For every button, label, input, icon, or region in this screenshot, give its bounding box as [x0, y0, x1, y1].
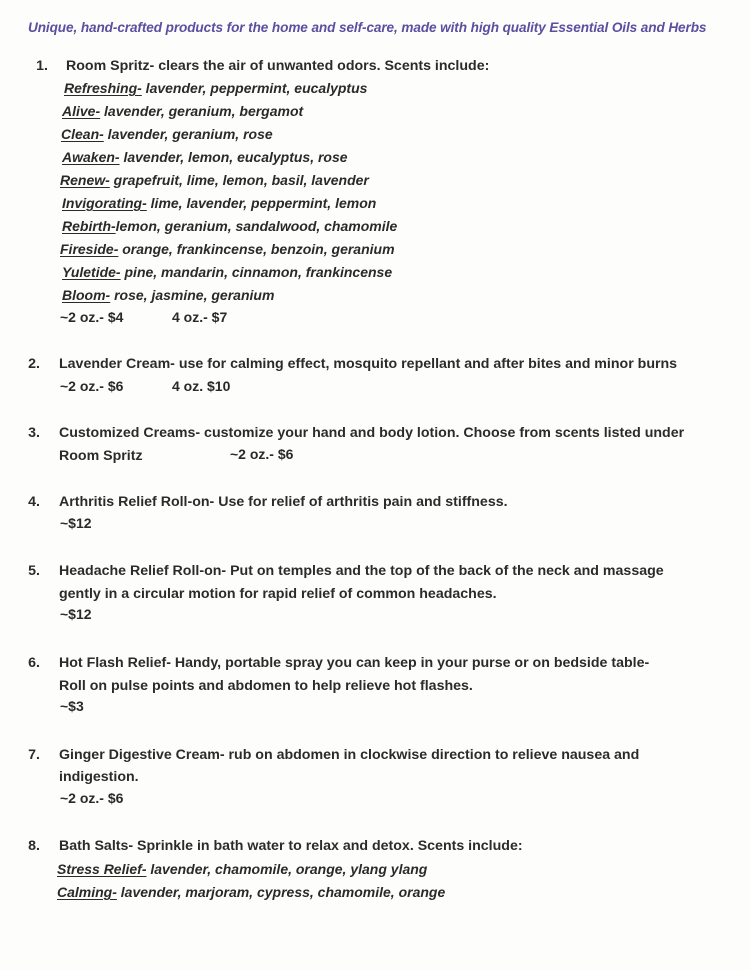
- item-line: Lavender Cream- use for calming effect, mosquito repellant and after bites and minor burns: [59, 356, 678, 372]
- item-line: Customized Creams- customize your hand and body lotion. Choose from scents listed under: [59, 425, 685, 441]
- item-number: 7.: [28, 747, 40, 763]
- scent-line: Alive- lavender, geranium, bergamot: [62, 103, 304, 119]
- item-number: 4.: [28, 494, 40, 510]
- price: ~2 oz.- $4: [60, 309, 124, 325]
- price: ~$3: [60, 698, 84, 714]
- price: ~2 oz.- $6: [230, 446, 294, 462]
- price: ~$12: [60, 515, 92, 531]
- item-number: 3.: [28, 425, 40, 441]
- item-number: 6.: [28, 655, 40, 671]
- item-line: Room Spritz: [59, 448, 143, 464]
- price: 4 oz.- $7: [172, 309, 228, 325]
- item-number: 1.: [36, 58, 48, 74]
- item-number: 5.: [28, 563, 40, 579]
- scent-line: Renew- grapefruit, lime, lemon, basil, lavender: [60, 172, 369, 188]
- scent-line: Stress Relief- lavender, chamomile, orange, ylang ylang: [57, 861, 428, 877]
- item-line: Roll on pulse points and abdomen to help relieve hot flashes.: [59, 678, 473, 694]
- item-line: indigestion.: [59, 769, 139, 785]
- item-line: Hot Flash Relief- Handy, portable spray you can keep in your purse or on bedside table-: [59, 655, 650, 671]
- price: ~$12: [60, 606, 92, 622]
- price: ~2 oz.- $6: [60, 790, 124, 806]
- item-line: Ginger Digestive Cream- rub on abdomen in clockwise direction to relieve nausea and: [59, 747, 640, 763]
- item-number: 8.: [28, 838, 40, 854]
- scent-line: Bloom- rose, jasmine, geranium: [62, 287, 275, 303]
- item-title: Bath Salts- Sprinkle in bath water to relax and detox. Scents include:: [59, 838, 523, 854]
- item-line: gently in a circular motion for rapid relief of common headaches.: [59, 586, 497, 602]
- scent-line: Awaken- lavender, lemon, eucalyptus, rose: [62, 149, 348, 165]
- item-number: 2.: [28, 356, 40, 372]
- scent-line: Invigorating- lime, lavender, peppermint, lemon: [62, 195, 377, 211]
- scent-line: Refreshing- lavender, peppermint, eucalyptus: [64, 80, 368, 96]
- price: 4 oz. $10: [172, 378, 231, 394]
- item-line: Headache Relief Roll-on- Put on temples and the top of the back of the neck and massage: [59, 563, 664, 579]
- scent-line: Fireside- orange, frankincense, benzoin, geranium: [60, 241, 395, 257]
- scent-line: Calming- lavender, marjoram, cypress, chamomile, orange: [57, 884, 446, 900]
- item-title: Room Spritz- clears the air of unwanted odors. Scents include:: [66, 58, 490, 74]
- scent-line: Clean- lavender, geranium, rose: [61, 126, 273, 142]
- scent-line: Rebirth-lemon, geranium, sandalwood, chamomile: [62, 218, 398, 234]
- price: ~2 oz.- $6: [60, 378, 124, 394]
- tagline: Unique, hand-crafted products for the home and self-care, made with high quality Essential Oils and Herbs: [28, 20, 707, 35]
- scent-line: Yuletide- pine, mandarin, cinnamon, frankincense: [62, 264, 393, 280]
- item-line: Arthritis Relief Roll-on- Use for relief of arthritis pain and stiffness.: [59, 494, 508, 510]
